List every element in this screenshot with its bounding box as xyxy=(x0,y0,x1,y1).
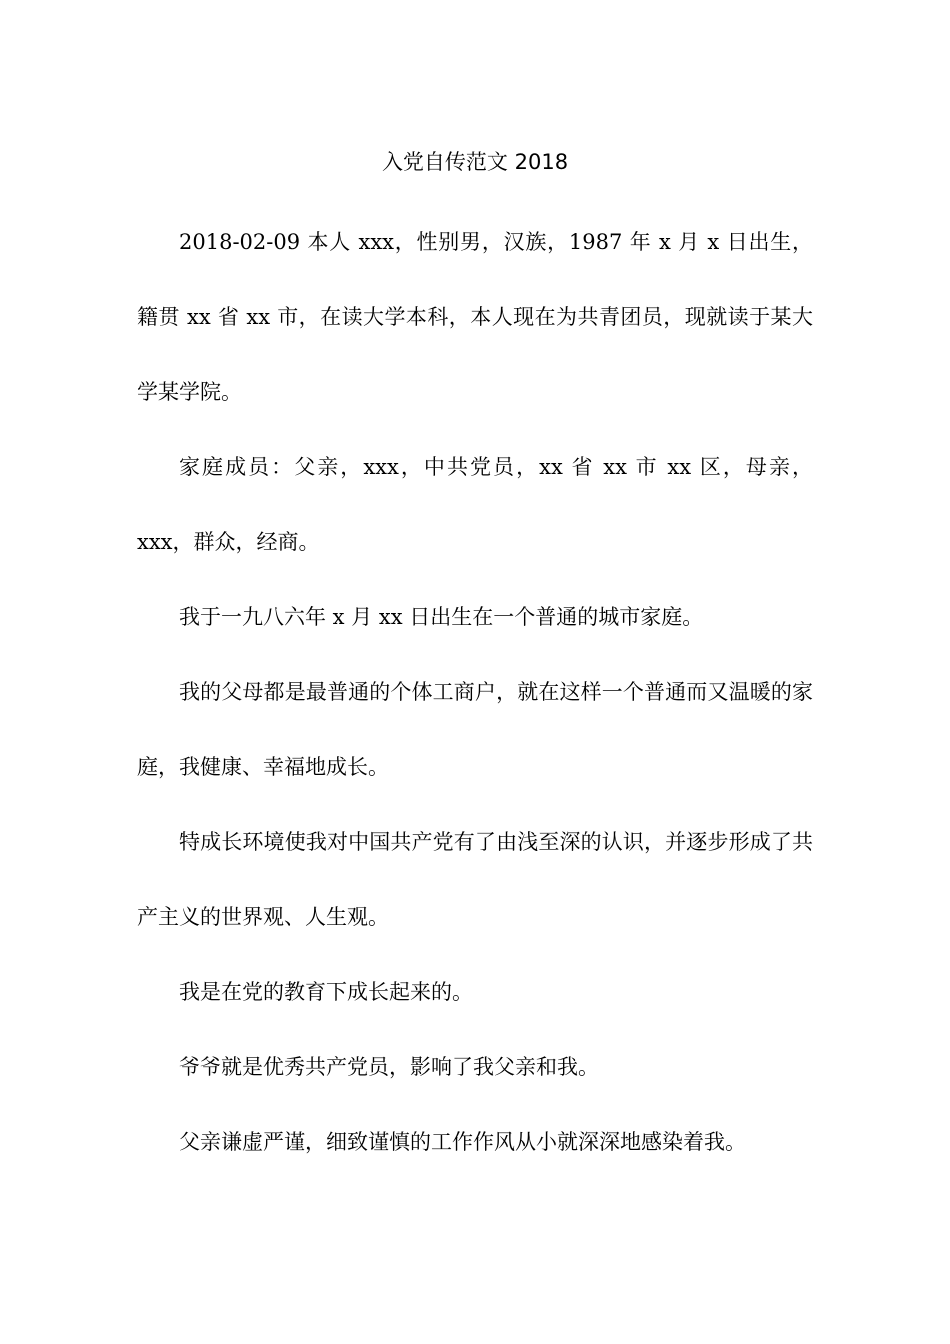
paragraph-personal-info: 2018-02-09 本人 xxx，性别男，汉族，1987 年 x 月 x 日出生，籍贯 xx 省 xx 市，在读大学本科，本人现在为共青团员，现就读于某大学某学院。 xyxy=(137,230,813,404)
paragraph-worldview: 特成长环境使我对中国共产党有了由浅至深的认识，并逐步形成了共产主义的世界观、人生观。 xyxy=(137,830,813,929)
paragraph-father: 父亲谦虚严谨，细致谨慎的工作作风从小就深深地感染着我。 xyxy=(179,1130,746,1154)
paragraph-grandfather: 爷爷就是优秀共产党员，影响了我父亲和我。 xyxy=(179,1055,599,1079)
paragraph-party-education: 我是在党的教育下成长起来的。 xyxy=(179,980,473,1004)
document-body xyxy=(137,205,813,1180)
paragraph-birth: 我于一九八六年 x 月 xx 日出生在一个普通的城市家庭。 xyxy=(179,605,704,629)
paragraph-family-members: 家庭成员：父亲，xxx，中共党员，xx 省 xx 市 xx 区，母亲，xxx，群众，经商。 xyxy=(137,455,813,554)
document-title: 入党自传范文 2018 xyxy=(381,150,569,174)
paragraph-parents: 我的父母都是最普通的个体工商户，就在这样一个普通而又温暖的家庭，我健康、幸福地成长。 xyxy=(137,680,813,779)
